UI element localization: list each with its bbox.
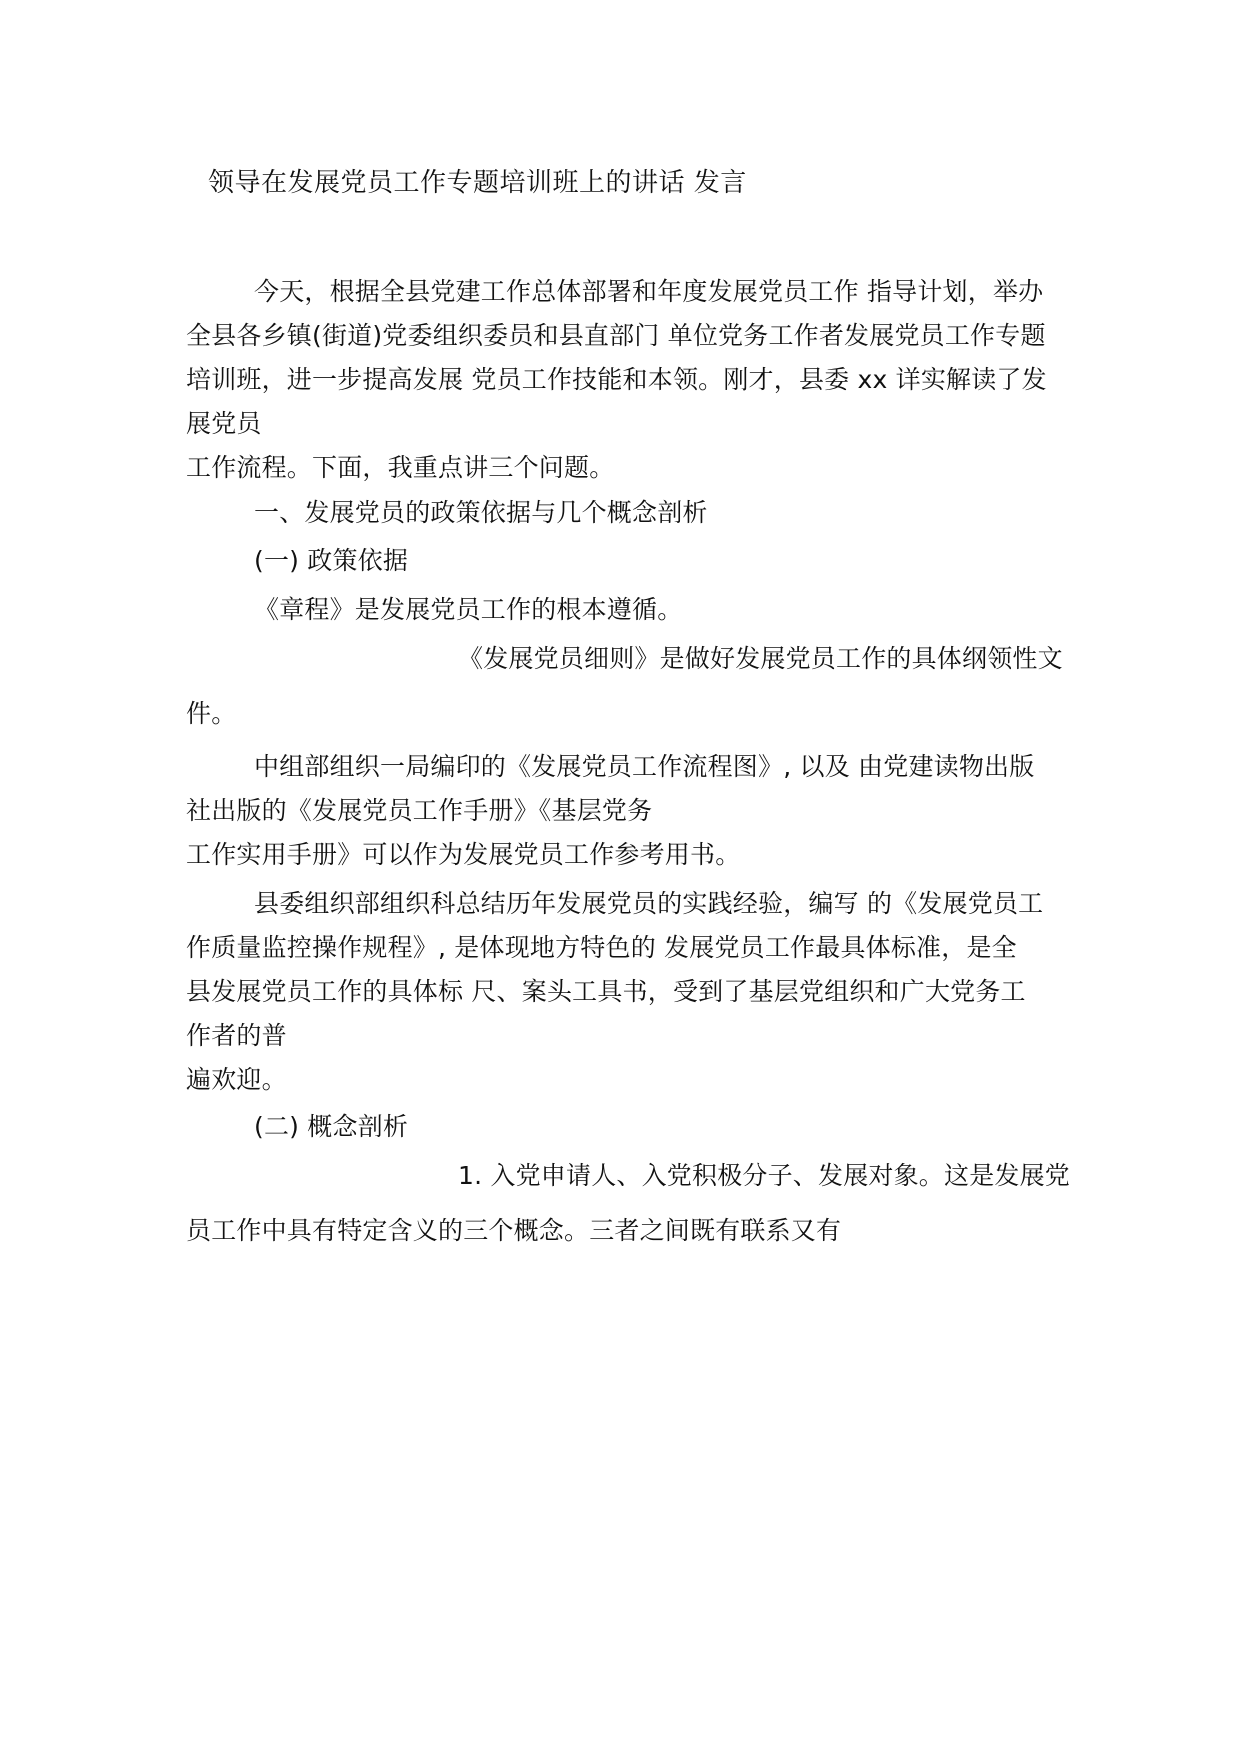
- paragraph-line: 今天，根据全县党建工作总体部署和年度发展党员工作 指导计划，举办: [254, 277, 1044, 306]
- subsection-heading: (二) 概念剖析: [254, 1112, 409, 1141]
- paragraph-line: 社出版的《发展党员工作手册》《基层党务: [186, 796, 653, 825]
- paragraph-line: 《章程》是发展党员工作的根本遵循。: [254, 595, 683, 624]
- paragraph-line: 展党员: [186, 409, 262, 438]
- paragraph-line: 全县各乡镇(街道)党委组织委员和县直部门 单位党务工作者发展党员工作专题: [186, 321, 1046, 350]
- paragraph-line: 培训班，进一步提高发展 党员工作技能和本领。刚才，县委 xx 详实解读了发: [186, 365, 1047, 394]
- paragraph-line: 作者的普: [186, 1021, 287, 1050]
- paragraph-line: 遍欢迎。: [186, 1065, 287, 1094]
- section-heading: 一、发展党员的政策依据与几个概念剖析: [254, 498, 708, 527]
- document-title: 领导在发展党员工作专题培训班上的讲话 发言: [208, 168, 747, 198]
- paragraph-line: 工作实用手册》可以作为发展党员工作参考用书。: [186, 840, 741, 869]
- paragraph-line: 件。: [186, 699, 237, 728]
- paragraph-line: 县委组织部组织科总结历年发展党员的实践经验，编写 的《发展党员工: [254, 889, 1044, 918]
- paragraph-line: 员工作中具有特定含义的三个概念。三者之间既有联系又有: [186, 1216, 842, 1245]
- paragraph-line: 工作流程。下面，我重点讲三个问题。: [186, 453, 615, 482]
- paragraph-line: 1. 入党申请人、入党积极分子、发展对象。这是发展党: [458, 1161, 1071, 1190]
- paragraph-line: 作质量监控操作规程》, 是体现地方特色的 发展党员工作最具体标准，是全: [186, 933, 1017, 962]
- paragraph-line: 《发展党员细则》是做好发展党员工作的具体纲领性文: [458, 644, 1063, 673]
- paragraph-line: 中组部组织一局编印的《发展党员工作流程图》, 以及 由党建读物出版: [254, 752, 1035, 781]
- paragraph-line: 县发展党员工作的具体标 尺、案头工具书，受到了基层党组织和广大党务工: [186, 977, 1026, 1006]
- subsection-heading: (一) 政策依据: [254, 546, 409, 575]
